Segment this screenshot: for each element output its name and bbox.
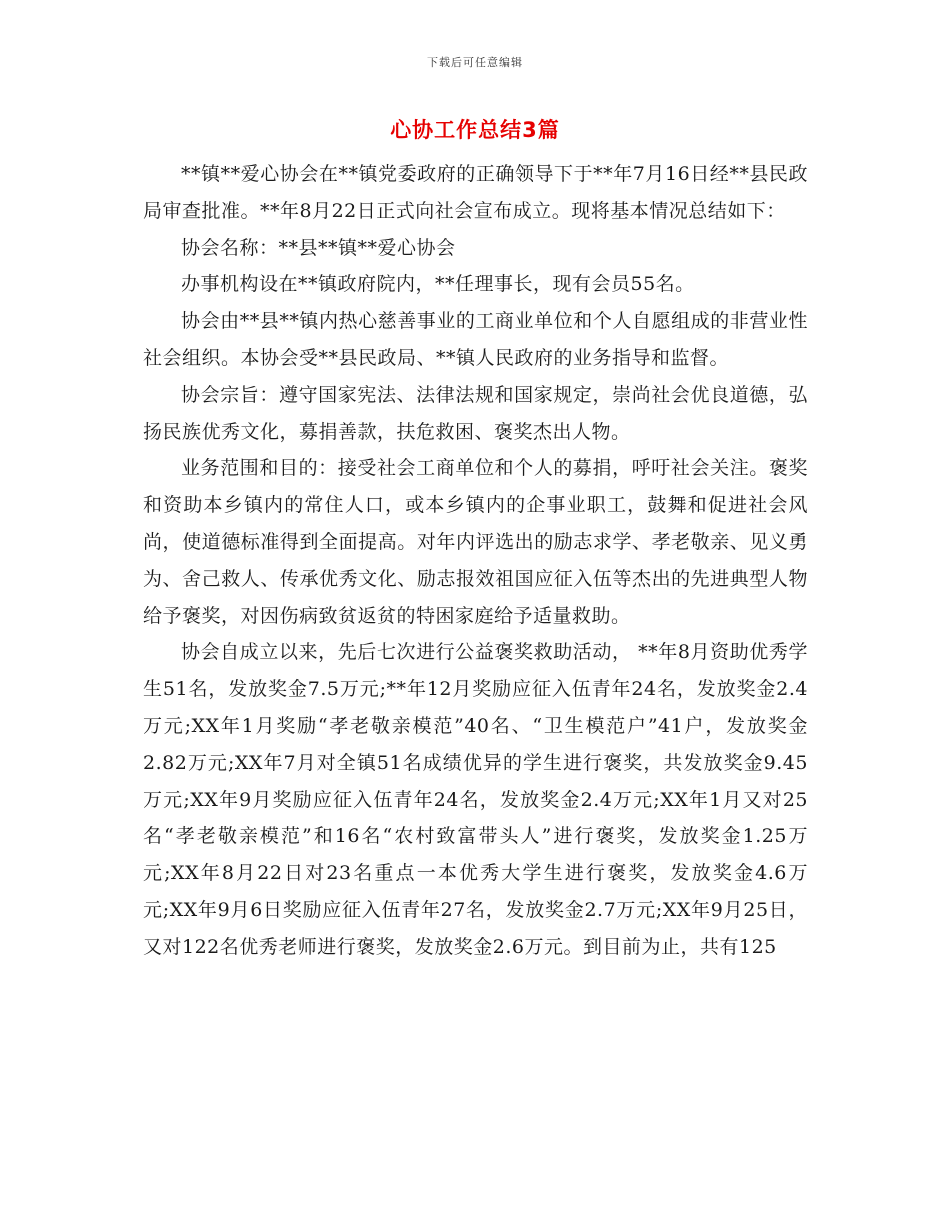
paragraph-intro: **镇**爱心协会在**镇党委政府的正确领导下于**年7月16日经**县民政局审查批准。**年8月22日正式向社会宣布成立。现将基本情况总结如下： (143, 163, 808, 222)
paragraph-business-scope: 业务范围和目的：接受社会工商单位和个人的募捐，呼吁社会关注。褒奖和资助本乡镇内的常住人口，或本乡镇内的企事业职工，鼓舞和促进社会风尚，使道德标准得到全面提高。对年内评选出的励志求学、孝老敬亲、见义勇为、舍己救人、传承优秀文化、励志报效祖国应征入伍等杰出的先进典型人物给予褒奖，对因伤病致贫返贫的特困家庭给予适量救助。 (143, 457, 808, 627)
paragraph-office-location: 办事机构设在**镇政府院内，**任理事长，现有会员55名。 (181, 273, 695, 296)
paragraph-activities: 协会自成立以来，先后七次进行公益褒奖救助活动， **年8月资助优秀学生51名，发放奖金7.5万元;**年12月奖励应征入伍青年24名，发放奖金2.4万元;XX年1月奖励“孝老敬亲模范”40名、“卫生模范户”41户，发放奖金2.82万元;XX年7月对全镇51名成绩优异的学生进行褒奖，共发放奖金9.45万元;XX年9月奖励应征入伍青年24名，发放奖金2.4万元;XX年1月又对25名“孝老敬亲模范”和16名“农村致富带头人”进行褒奖，发放奖金1.25万元;XX年8月22日对23名重点一本优秀大学生进行褒奖，发放奖金4.6万元;XX年9月6日奖励应征入伍青年27名，发放奖金2.7万元;XX年9月25日，又对122名优秀老师进行褒奖，发放奖金2.6万元。到目前为止，共有125 (143, 641, 808, 958)
header-note: 下载后可任意编辑 (427, 56, 523, 69)
paragraph-purpose: 协会宗旨：遵守国家宪法、法律法规和国家规定，崇尚社会优良道德，弘扬民族优秀文化，募捐善款，扶危救困、褒奖杰出人物。 (143, 383, 808, 443)
document-body (143, 156, 808, 966)
paragraph-composition: 协会由**县**镇内热心慈善事业的工商业单位和个人自愿组成的非营业性社会组织。本协会受**县民政局、**镇人民政府的业务指导和监督。 (143, 310, 808, 369)
paragraph-association-name: 协会名称：**县**镇**爱心协会 (181, 236, 456, 259)
document-title: 心协工作总结3篇 (390, 118, 560, 142)
